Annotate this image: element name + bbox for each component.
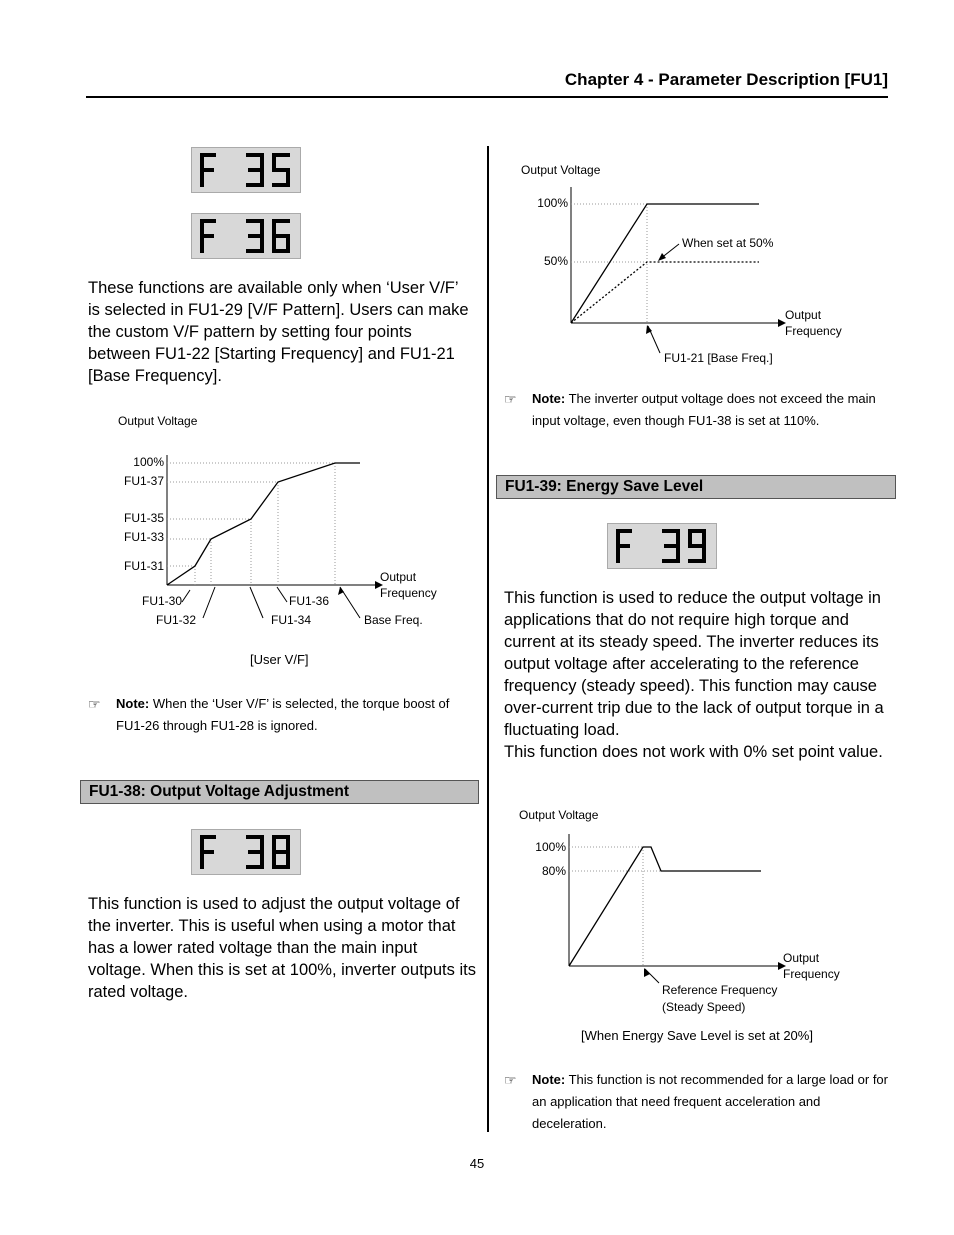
lcd-f36-digits <box>192 214 300 258</box>
chart3-ylabel: Output Voltage <box>519 808 599 822</box>
chart1-ytick-fu133: FU1-33 <box>123 530 164 544</box>
chart1-ytick-fu135: FU1-35 <box>123 511 164 525</box>
chart1-ytick-fu137: FU1-37 <box>123 474 164 488</box>
user-vf-chart <box>100 405 470 645</box>
fu139-description <box>504 587 892 763</box>
chart2-xlabel-basefreq: FU1-21 [Base Freq.] <box>664 351 773 365</box>
lcd-f38-digits <box>192 830 300 874</box>
note-label: Note: <box>532 391 566 406</box>
chart1-ytick-100: 100% <box>133 455 164 469</box>
chart2-annotation-arrow <box>658 253 666 261</box>
chart3-ytick-100: 100% <box>535 840 566 854</box>
note-energy-save <box>504 1069 892 1135</box>
chart1-xlabel-fu132: FU1-32 <box>156 613 197 627</box>
section-header-fu138: FU1-38: Output Voltage Adjustment <box>80 780 479 804</box>
fu139-paragraph-1: This function is used to reduce the output voltage in applications that do not require high torque and current at its steady speed. The inverter reduces its output voltage after accelerating to the reference frequency (steady speed). This function may cause over-current trip due to the lack of output torque in a fluctuating load. <box>504 589 884 739</box>
chart1-xlabel-fu136: FU1-36 <box>289 594 330 608</box>
pointing-hand-icon: ☞ <box>504 1072 517 1088</box>
lcd-f35-digits <box>192 148 300 192</box>
chart2-ytick-50: 50% <box>543 254 568 268</box>
pointing-hand-icon: ☞ <box>88 696 101 712</box>
page-header: Chapter 4 - Parameter Description [FU1] <box>564 70 888 89</box>
lcd-display-f36 <box>191 213 301 259</box>
chart2-full-voltage-line <box>571 204 759 323</box>
chart1-xlabel-basefreq: Base Freq. <box>364 613 423 627</box>
note-text: This function is not recommended for a large load or for an application that need frequent acceleration and deceleration. <box>532 1072 888 1131</box>
energy-save-chart <box>505 800 865 1020</box>
chart2-ytick-100: 100% <box>537 196 568 210</box>
voltage-adjust-chart <box>505 155 865 370</box>
lcd-display-f35 <box>191 147 301 193</box>
lcd-display-f39 <box>607 523 717 569</box>
note-label: Note: <box>532 1072 566 1087</box>
note-voltage-limit <box>504 388 892 432</box>
column-divider <box>487 146 489 1132</box>
lcd-display-f38 <box>191 829 301 875</box>
chart3-energy-save-curve <box>569 847 761 966</box>
chart2-xlabel-line1: Output <box>785 308 822 322</box>
note-user-vf <box>88 693 476 737</box>
chart1-guides <box>167 463 335 585</box>
chart2-half-voltage-line <box>571 262 759 323</box>
note-text: When the ‘User V/F’ is selected, the torque boost of FU1-26 through FU1-28 is ignored. <box>116 696 450 733</box>
chart3-xlabel-reffreq-line2: (Steady Speed) <box>662 1000 746 1014</box>
chart3-caption: [When Energy Save Level is set at 20%] <box>581 1028 813 1043</box>
chart3-xlabel-line1: Output <box>783 951 820 965</box>
note-text: The inverter output voltage does not exceed the main input voltage, even though FU1-38 is set at 110%. <box>532 391 876 428</box>
chart3-xlabel-reffreq-line1: Reference Frequency <box>662 983 778 997</box>
note-label: Note: <box>116 696 150 711</box>
chart1-ytick-fu131: FU1-31 <box>123 559 164 573</box>
section-header-fu139: FU1-39: Energy Save Level <box>496 475 896 499</box>
chart3-xlabel-line2: Frequency <box>783 967 840 981</box>
chart3-guides <box>569 847 661 966</box>
header-rule <box>86 96 888 98</box>
chart3-ytick-80: 80% <box>541 864 566 878</box>
user-vf-intro-text: These functions are available only when ‘User V/F’ is selected in FU1-29 [V/F Pattern]. Users can make the custom V/F pattern by setting four points between FU1-22 [Starting Frequency] and FU1-21 [Base Frequency]. <box>88 279 469 385</box>
chart1-ylabel: Output Voltage <box>118 414 198 428</box>
chart1-xlabel-line2: Frequency <box>380 586 437 600</box>
chart1-caption: [User V/F] <box>250 652 309 667</box>
chart1-xlabel-fu130: FU1-30 <box>142 594 183 608</box>
lcd-f39-digits <box>608 524 716 568</box>
pointing-hand-icon: ☞ <box>504 391 517 407</box>
chart2-xlabel-line2: Frequency <box>785 324 842 338</box>
chart1-xlabel-line1: Output <box>380 570 417 584</box>
page-number: 45 <box>469 1156 485 1171</box>
fu139-paragraph-2: This function does not work with 0% set point value. <box>504 743 883 761</box>
chart2-ylabel: Output Voltage <box>521 163 601 177</box>
chart1-vf-curve <box>167 463 360 585</box>
fu138-description: This function is used to adjust the output voltage of the inverter. This is useful when using a motor that has a lower rated voltage than the main input voltage. When this is set at 100%, inverter outputs its rated voltage. <box>88 895 476 1001</box>
chart1-xlabel-fu134: FU1-34 <box>271 613 312 627</box>
chart2-annotation: When set at 50% <box>682 236 774 250</box>
